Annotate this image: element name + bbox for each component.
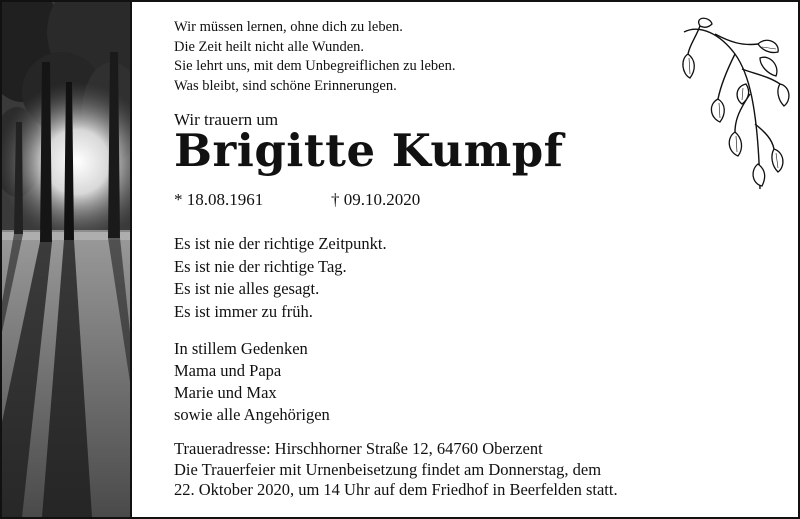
poem-line: Es ist immer zu früh.	[174, 301, 313, 321]
poem-line: Wir müssen lernen, ohne dich zu leben.	[174, 19, 403, 35]
mourning-intro: Wir trauern um	[174, 110, 279, 129]
funeral-info	[174, 439, 618, 501]
poem-line: Es ist nie der richtige Tag.	[174, 256, 347, 276]
mourners-signature	[174, 338, 330, 426]
poem-line: Es ist nie der richtige Zeitpunkt.	[174, 234, 387, 253]
closing-poem	[174, 233, 387, 323]
trees-sunlight-photo-icon	[2, 2, 130, 517]
birth-date: * 18.08.1961	[174, 190, 264, 209]
life-dates	[174, 190, 421, 210]
info-line: Die Trauerfeier mit Urnenbeisetzung findet am Donnerstag, dem	[174, 459, 602, 479]
birch-branch-icon	[680, 14, 790, 194]
deceased-name: Brigitte Kumpf	[174, 124, 564, 177]
poem-line: Es ist nie alles gesagt.	[174, 279, 320, 298]
death-date: † 09.10.2020	[331, 190, 421, 209]
trees-sunlight-photo	[2, 2, 132, 517]
poem-line: Die Zeit heilt nicht alle Wunden.	[174, 38, 365, 55]
signature-line: Marie und Max	[174, 383, 277, 402]
signature-line: In stillem Gedenken	[174, 339, 308, 358]
signature-line: sowie alle Angehörigen	[174, 405, 330, 424]
signature-line: Mama und Papa	[174, 361, 282, 380]
info-line: Traueradresse: Hirschhorner Straße 12, 64760 Oberzent	[174, 439, 543, 458]
poem-line: Was bleibt, sind schöne Erinnerungen.	[174, 77, 397, 94]
poem-line: Sie lehrt uns, mit dem Unbegreiflichen zu leben.	[174, 58, 456, 74]
opening-poem	[174, 18, 455, 96]
info-line: 22. Oktober 2020, um 14 Uhr auf dem Friedhof in Beerfelden statt.	[174, 480, 618, 499]
